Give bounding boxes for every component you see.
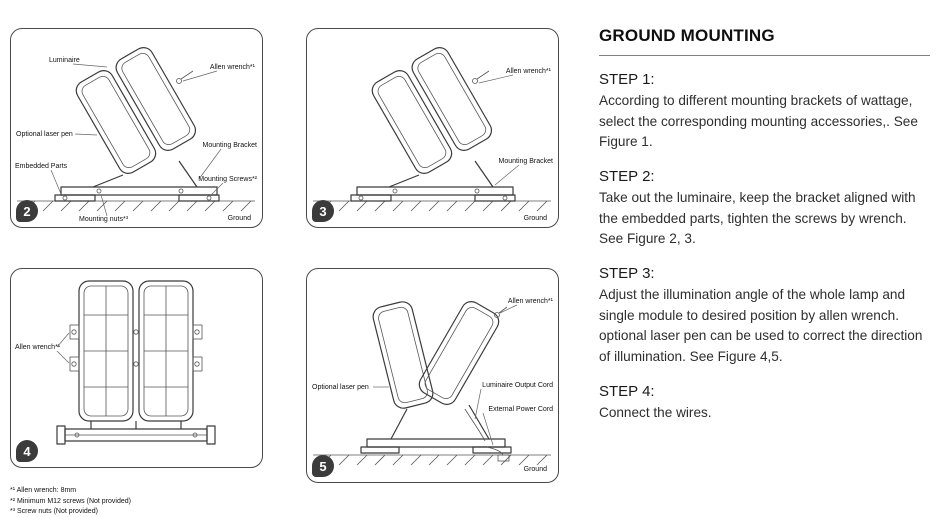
callout-allen-wrench: Allen wrench*¹ (15, 344, 61, 351)
callout-optional-laser-pen: Optional laser pen (16, 131, 73, 138)
figure-number-badge: 4 (16, 440, 38, 462)
mounting-bracket (55, 161, 219, 201)
callouts (479, 68, 553, 222)
right-module (416, 298, 503, 408)
callout-optional-laser-pen: Optional laser pen (312, 384, 369, 391)
allen-wrench-tool (177, 71, 194, 84)
callouts (15, 333, 69, 363)
luminaire-modules (369, 44, 495, 177)
footnote-3: *³ Screw nuts (Not provided) (10, 508, 98, 515)
ground-hatching (313, 455, 551, 465)
step-3-text: Adjust the illumination angle of the whole lamp and single module to desired position by allen wrench. optional laser pen can be used to correct the direction of illumination. See Figure 4,5. (599, 286, 923, 364)
figure-4-panel (10, 268, 263, 468)
callout-mounting-bracket: Mounting Bracket (498, 158, 553, 165)
figure-3-drawing (307, 29, 557, 226)
callout-external-power-cord: External Power Cord (488, 406, 553, 413)
callout-mounting-nuts: Mounting nuts*³ (79, 216, 129, 223)
step-1-label: STEP 1: (599, 71, 655, 88)
allen-wrench-tool (473, 71, 490, 84)
step-4 (599, 383, 930, 424)
figure-5-panel (306, 268, 559, 483)
callout-luminaire: Luminaire (49, 57, 80, 64)
ground-hatching (313, 201, 551, 211)
step-3 (599, 265, 930, 368)
figure-2-panel (10, 28, 263, 228)
footnote-1: *¹ Allen wrench: 8mm (10, 487, 77, 494)
figure-2-drawing (11, 29, 261, 226)
ground-hatching (17, 201, 255, 211)
luminaire-modules (73, 44, 199, 177)
base-bar (57, 421, 215, 444)
instructions-column (599, 26, 930, 423)
figure-5-drawing (307, 269, 557, 481)
step-4-text: Connect the wires. (599, 404, 712, 420)
luminaire-rear-view (79, 281, 193, 421)
page-title: GROUND MOUNTING (599, 26, 930, 56)
step-4-label: STEP 4: (599, 382, 655, 400)
footnotes (10, 486, 131, 517)
step-2-text: Take out the luminaire, keep the bracket aligned with the embedded parts, tighten the screws by wrench. See Figure 2, 3. (599, 189, 916, 247)
step-2-label: STEP 2: (599, 167, 655, 185)
callout-allen-wrench: Allen wrench*¹ (209, 64, 255, 71)
step-1-text: According to different mounting brackets of wattage, select the corresponding mounting accessories,. See Figure 1. (599, 93, 918, 150)
callout-luminaire-output-cord: Luminaire Output Cord (482, 382, 553, 389)
callout-ground: Ground (227, 215, 251, 222)
step-2 (599, 168, 930, 250)
callout-mounting-screws: Mounting Screws*² (198, 176, 257, 183)
callout-allen-wrench: Allen wrench*¹ (507, 298, 553, 305)
step-3-label: STEP 3: (599, 264, 655, 282)
callout-embedded-parts: Embedded Parts (15, 163, 68, 170)
step-1 (599, 71, 930, 153)
figure-4-drawing (11, 269, 261, 466)
callouts (15, 57, 258, 223)
clamp-bolts (70, 325, 202, 371)
footnote-2: *² Minimum M12 screws (Not provided) (10, 497, 131, 505)
figure-number-badge: 2 (16, 200, 38, 222)
figure-3-panel (306, 28, 559, 228)
callout-ground: Ground (523, 215, 547, 222)
callout-allen-wrench: Allen wrench*¹ (505, 68, 551, 75)
mounting-bracket (351, 161, 515, 201)
callout-mounting-bracket: Mounting Bracket (202, 142, 257, 149)
figure-number-badge: 5 (312, 455, 334, 477)
callout-ground: Ground (523, 466, 547, 473)
figure-number-badge: 3 (312, 200, 334, 222)
